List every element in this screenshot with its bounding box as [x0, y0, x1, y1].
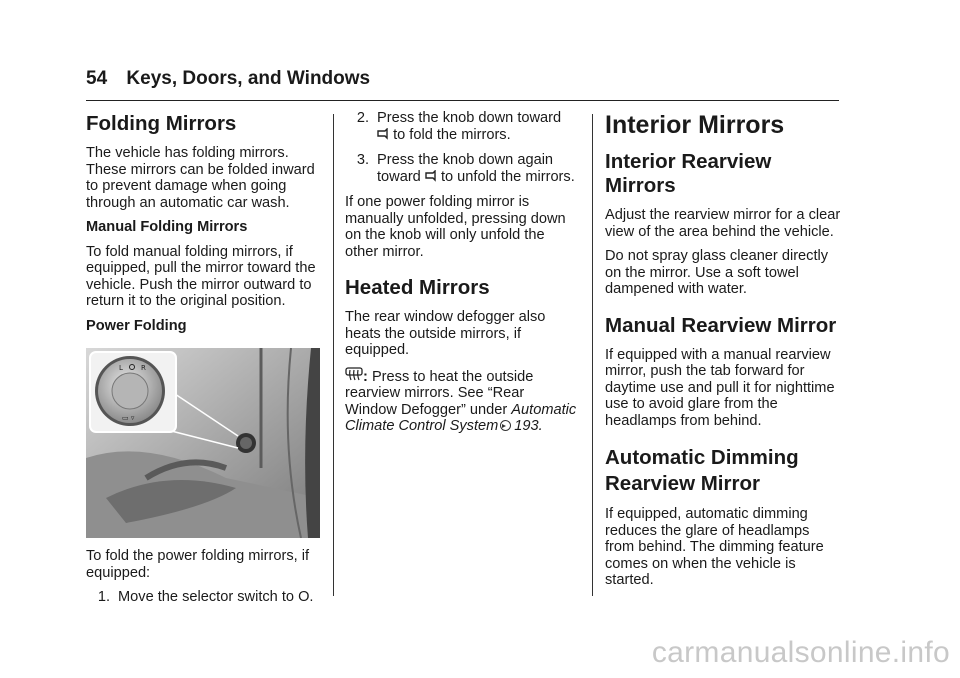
step-1-number: 1.	[97, 589, 110, 605]
manual-folding-heading: Manual Folding Mirrors	[86, 219, 248, 235]
column-2	[345, 110, 580, 443]
step-1-text: Move the selector switch to O.	[118, 589, 314, 605]
auto-dimming-heading	[605, 445, 841, 497]
folding-intro: The vehicle has folding mirrors. These mirrors can be folded inward to prevent damage when going through an automatic car wash.	[86, 145, 315, 211]
svg-text:L: L	[119, 364, 123, 372]
climate-control-link[interactable]: Automatic Climate Control System	[345, 401, 577, 434]
auto-dimming-text: If equipped, automatic dimming reduces the glare of headlamps from behind. The dimming feature comes on when the vehicle is started.	[605, 506, 824, 588]
rear-defogger-icon	[345, 367, 363, 382]
step-3	[345, 152, 580, 185]
svg-text:▭ ▿: ▭ ▿	[122, 414, 135, 422]
defogger-paragraph	[345, 367, 580, 435]
heated-mirrors-heading: Heated Mirrors	[345, 276, 490, 299]
fold-mirror-icon	[377, 128, 389, 140]
rearview-p1: Adjust the rearview mirror for a clear view of the area behind the vehicle.	[605, 207, 841, 240]
interior-mirrors-heading: Interior Mirrors	[605, 111, 785, 139]
manual-rearview-heading: Manual Rearview Mirror	[605, 313, 837, 337]
defogger-text: Press to heat the outside rearview mirrors. See “Rear Window Defogger” under	[345, 368, 534, 418]
step-3-number: 3.	[356, 152, 369, 168]
auto-dimming-heading-line1: Automatic Dimming	[605, 446, 799, 469]
step-2-number: 2.	[356, 110, 369, 126]
auto-dimming-heading-line2: Rearview Mirror	[605, 472, 760, 495]
svg-text:R: R	[141, 364, 146, 372]
column-3	[605, 104, 841, 597]
single-mirror-note: If one power folding mirror is manually unfolded, pressing down on the knob will only unfold the other mirror.	[345, 194, 566, 260]
chapter-title: Keys, Doors, and Windows	[126, 68, 371, 89]
step-1	[86, 589, 322, 606]
folding-mirrors-heading: Folding Mirrors	[86, 112, 237, 135]
defogger-label: :	[363, 368, 368, 385]
unfold-mirror-icon	[425, 170, 437, 182]
mirror-switch-photo	[86, 348, 320, 538]
watermark: carmanualsonline.info	[651, 636, 950, 669]
step-3-text-a: Press the knob down again	[377, 152, 554, 168]
page-reference[interactable]: 193.	[514, 418, 543, 434]
manual-rearview-text: If equipped with a manual rearview mirror, push the tab forward for daytime use and pull it for nighttime use to avoid glare from the headlamps from behind.	[605, 346, 835, 429]
step-2	[345, 110, 580, 143]
column-1	[86, 104, 322, 615]
page-header	[86, 68, 370, 90]
power-folding-heading: Power Folding	[86, 317, 187, 334]
heated-mirrors-text: The rear window defogger also heats the outside mirrors, if equipped.	[345, 309, 546, 358]
column-divider-2	[592, 114, 593, 596]
step-3-text-b: toward	[377, 168, 421, 185]
step-2-text-b: to fold the mirrors.	[393, 126, 511, 143]
manual-folding-text: To fold manual folding mirrors, if equipped, pull the mirror toward the vehicle. Push the mirror outward to return it to the original position.	[86, 243, 316, 309]
page-reference-icon	[500, 420, 511, 431]
step-2-text-a: Press the knob down toward	[377, 110, 562, 126]
page-number: 54	[86, 68, 108, 89]
column-divider-1	[333, 114, 334, 596]
header-rule	[86, 100, 839, 101]
power-folding-intro: To fold the power folding mirrors, if equipped:	[86, 548, 310, 581]
step-3-text-c: to unfold the mirrors.	[440, 168, 575, 185]
interior-rearview-heading: Interior Rearview Mirrors	[605, 150, 772, 197]
rearview-p2: Do not spray glass cleaner directly on the mirror. Use a soft towel dampened with water.	[605, 248, 829, 297]
